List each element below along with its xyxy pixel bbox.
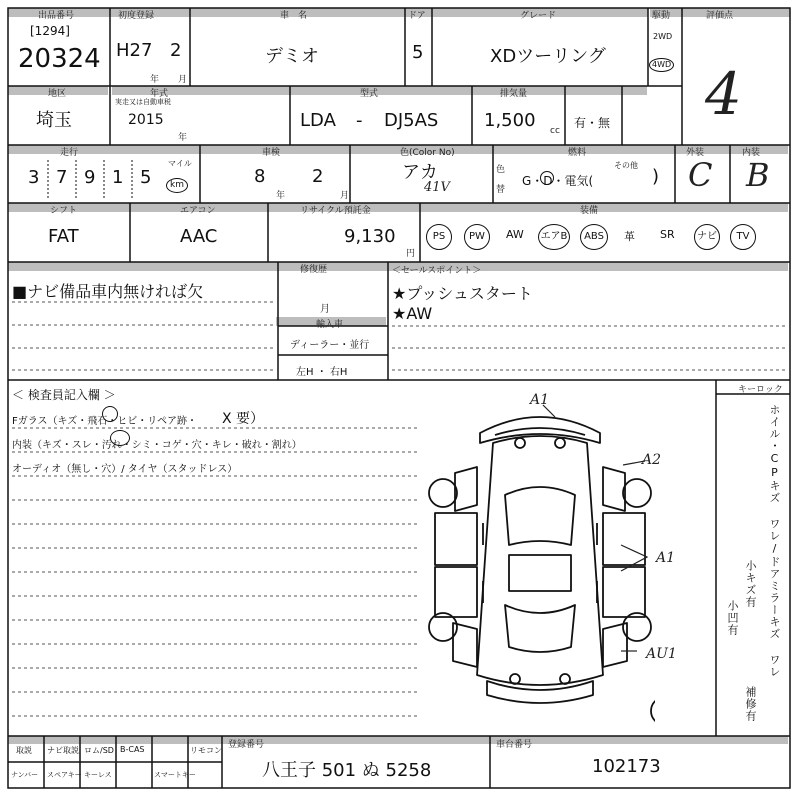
mileage-label: 走行 — [60, 148, 79, 158]
displacement-label: 排気量 — [500, 89, 528, 99]
fuel-diesel-circle — [540, 171, 554, 185]
color-name: アカ — [402, 162, 438, 183]
handle-side: 左H ・ 右H — [296, 367, 348, 378]
shaken-label: 車検 — [262, 148, 281, 158]
color-code: 41V — [424, 180, 450, 195]
chassis-label: 車台番号 — [496, 740, 533, 750]
reg-no-label: 登録番号 — [228, 740, 265, 750]
footer-manual: 取説 — [16, 746, 32, 755]
recycle-amount: 9,130 — [344, 226, 396, 247]
doors-label: ドア — [408, 11, 426, 21]
displacement-value: 1,500 — [484, 110, 536, 131]
color-label: 色(Color No) — [400, 148, 455, 158]
score-value: 4 — [705, 60, 742, 128]
shaken-nen: 年 — [276, 191, 286, 201]
inspector-title: ＜ 検査員記入欄 ＞ — [12, 388, 116, 402]
score-label: 評価点 — [706, 11, 734, 21]
car-body-diagram — [425, 395, 655, 725]
mileage-digit-3: 9 — [84, 167, 96, 188]
exterior-grade: C — [688, 156, 713, 194]
equip-leather: 革 — [624, 230, 635, 243]
interior-grade: B — [746, 156, 770, 194]
drive-2wd: 2WD — [653, 32, 673, 41]
fuel-other: その他 — [614, 161, 638, 170]
equip-ps-circled: PS — [426, 224, 452, 250]
side-note-line2: 小キズ有 — [744, 560, 757, 608]
transmission-label: シフト — [50, 206, 78, 216]
first-reg-era: H27 — [116, 40, 153, 61]
mark-a1-right: A1 — [656, 550, 676, 566]
color-iro: 色 — [496, 165, 506, 175]
model-year-unit: 年 — [178, 133, 188, 143]
footer-bcas: B-CAS — [120, 745, 145, 754]
fuel-close: ) — [652, 166, 660, 187]
mileage-km-circled: km — [166, 178, 188, 193]
type-prefix: LDA — [300, 110, 336, 131]
first-reg-tsuki: 月 — [178, 75, 188, 85]
mark-a2: A2 — [642, 452, 662, 468]
sales-point-2: ★AW — [392, 304, 433, 323]
first-reg-month: 2 — [170, 40, 182, 61]
equip-aw: AW — [506, 228, 524, 241]
mileage-digit-1: 3 — [28, 167, 40, 188]
type-label: 型式 — [360, 89, 379, 99]
lot-bracket: [1294] — [30, 24, 70, 38]
color-ga: 替 — [496, 185, 506, 195]
region-label: 地区 — [48, 89, 67, 99]
sales-point-1: ★プッシュスタート — [392, 284, 533, 303]
model-year-value: 2015 — [128, 112, 164, 128]
type-dash: - — [356, 110, 363, 131]
footer-keyless: キーレス — [84, 771, 112, 779]
shaken-month: 2 — [312, 166, 324, 187]
mileage-mile: マイル — [168, 159, 192, 168]
grade-value: XDツーリング — [490, 46, 606, 67]
dealer-parallel: ディーラー・並行 — [290, 340, 370, 351]
footer-navi-manual: ナビ取説 — [47, 746, 79, 755]
side-note-line4: 補修有 — [744, 686, 757, 722]
recycle-label: リサイクル預託金 — [300, 206, 371, 216]
fuel-label: 燃料 — [568, 148, 587, 158]
sales-label: ＜セールスポイント＞ — [392, 266, 482, 276]
history-month: 月 — [320, 304, 330, 315]
mileage-digit-4: 1 — [112, 167, 124, 188]
turbo-options: 有・無 — [574, 116, 611, 130]
side-note-line3: 小凹有 — [726, 600, 739, 636]
model-year-label: 年式 — [150, 89, 169, 99]
aircon-value: AAC — [180, 226, 218, 247]
footer-smart-key: スマートキー — [154, 771, 196, 779]
side-note-line1: ホイル・CPキズ ワレ/ドアミラーキズ ワレ — [768, 404, 781, 678]
region-value: 埼玉 — [36, 110, 72, 131]
displacement-unit: cc — [550, 126, 560, 136]
model-year-note: 実走又は自動車税 — [115, 98, 171, 106]
fglass-line: Fガラス（キズ・飛石・ヒビ・リペア跡・ — [12, 416, 198, 427]
drive-label: 駆動 — [652, 11, 671, 21]
equip-navi-circled: ナビ — [694, 224, 720, 250]
interior-label: 内装 — [742, 148, 761, 158]
mark-a1-top: A1 — [530, 392, 550, 408]
fglass-chip-circle — [102, 406, 118, 422]
car-name-label: 車 名 — [280, 11, 308, 21]
grade-label: グレード — [520, 11, 557, 21]
footer-remote: リモコン — [190, 746, 222, 755]
footer-rom: ロム/SD — [84, 746, 114, 755]
aircon-label: エアコン — [180, 206, 216, 216]
fuel-options: G・D・電気( — [522, 174, 594, 188]
interior-dirt-circle — [110, 430, 130, 446]
history-label: 修復歴 — [300, 265, 328, 275]
fglass-repair-needed: X 要） — [222, 411, 265, 427]
first-reg-nen: 年 — [150, 75, 160, 85]
first-reg-label: 初度登録 — [118, 11, 155, 21]
equipment-label: 装備 — [580, 206, 599, 216]
mileage-digit-2: 7 — [56, 167, 68, 188]
recycle-unit: 円 — [406, 249, 416, 259]
import-label: 輸入車 — [316, 320, 344, 330]
mileage-digit-5: 5 — [140, 167, 152, 188]
shaken-year: 8 — [254, 166, 266, 187]
notes-text: ■ナビ備品車内無ければ欠 — [12, 282, 204, 301]
chassis-number: 102173 — [592, 756, 661, 777]
equip-airbag-circled: エアB — [538, 224, 570, 250]
footer-number-plate: ナンバー — [11, 771, 39, 779]
drive-4wd-circled: 4WD — [649, 58, 674, 72]
keylock-label: キーロック — [738, 385, 783, 395]
transmission-value: FAT — [48, 226, 79, 247]
exterior-label: 外装 — [686, 148, 705, 158]
equip-tv-circled: TV — [730, 224, 756, 250]
registration-number: 八王子 501 ぬ 5258 — [262, 760, 432, 781]
interior-line: 内装（キズ・スレ・汚れ・シミ・コゲ・穴・キレ・破れ・割れ） — [12, 440, 302, 451]
audio-line: オーディオ（無し・穴）/ タイヤ（スタッドレス） — [12, 464, 238, 475]
type-code: DJ5AS — [384, 110, 439, 131]
lot-number: 20324 — [18, 44, 101, 74]
car-name: デミオ — [265, 46, 319, 67]
shaken-tsuki: 月 — [340, 191, 350, 201]
equip-abs-circled: ABS — [580, 224, 608, 250]
doors-value: 5 — [412, 42, 424, 63]
footer-spare-key: スペアキー — [47, 771, 82, 779]
equip-sunroof: SR — [660, 228, 675, 241]
equip-pw-circled: PW — [464, 224, 490, 250]
lot-label: 出品番号 — [38, 11, 75, 21]
mark-au1: AU1 — [646, 646, 677, 662]
